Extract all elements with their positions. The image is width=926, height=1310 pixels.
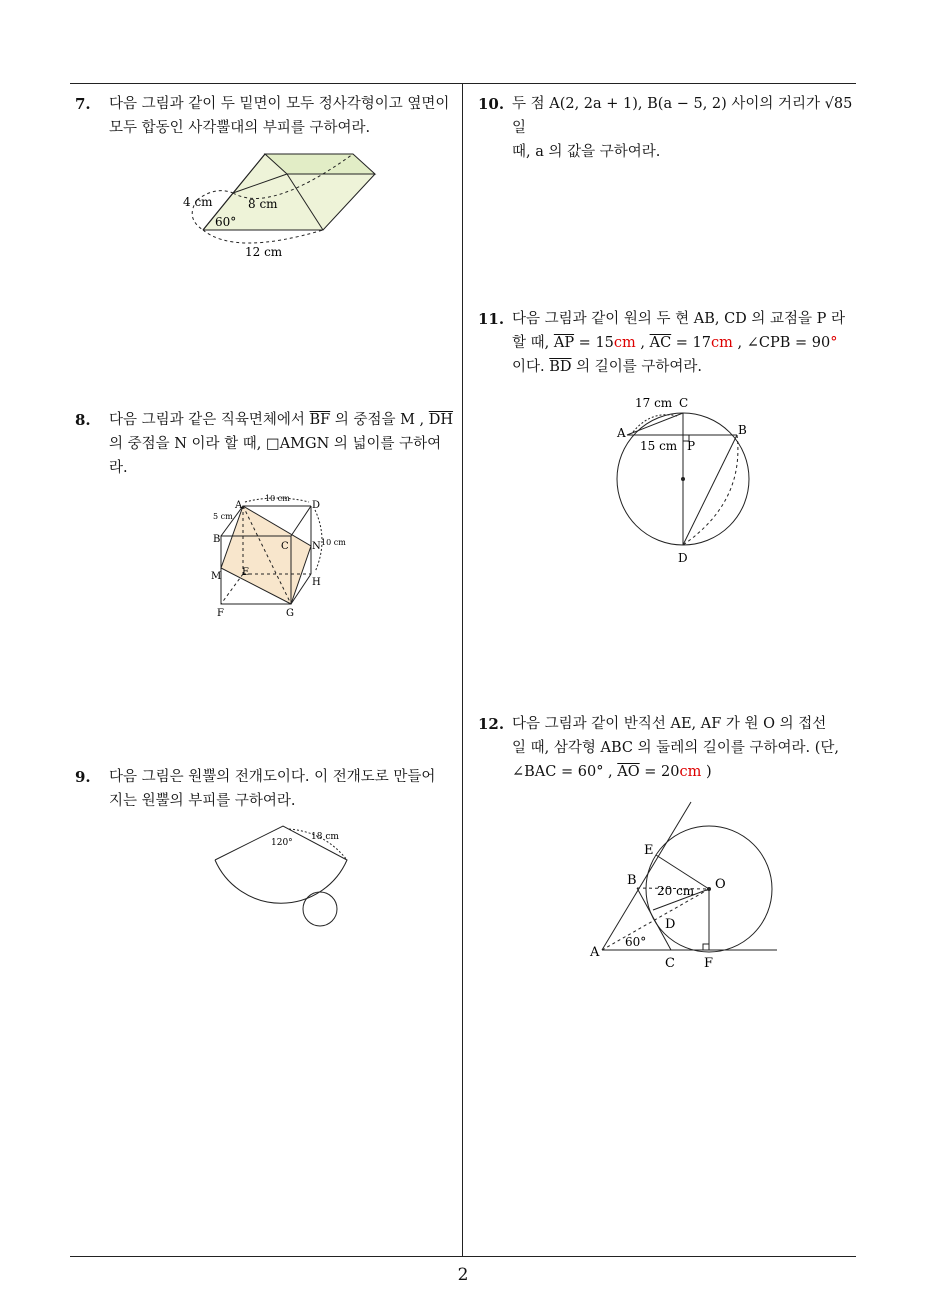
question-9	[75, 765, 460, 813]
label: 15 cm	[640, 439, 678, 453]
label: N	[312, 541, 321, 552]
label: B	[213, 534, 221, 545]
label: 10 cm	[265, 494, 290, 503]
label: E	[644, 843, 654, 858]
label: 12 cm	[245, 245, 283, 259]
label: 5 cm	[213, 512, 233, 521]
question-text-line: 지는 원뿔의 부피를 구하여라.	[109, 793, 296, 809]
label: B	[627, 873, 637, 888]
label: A	[617, 426, 626, 440]
question-text-line: 다음 그림과 같이 원의 두 현 AB, CD 의 교점을 P 라	[512, 311, 846, 327]
label: C	[281, 541, 289, 552]
label: 10 cm	[321, 538, 346, 547]
cuboid-figure	[205, 492, 355, 622]
question-text-line: 두 점 A(2, 2a + 1), B(a − 5, 2) 사이의 거리가 √85 일	[512, 96, 853, 136]
page-number: 2	[457, 1265, 469, 1285]
label: 60°	[215, 215, 237, 229]
label: 17 cm	[635, 396, 673, 410]
question-number: 7.	[75, 95, 91, 113]
label: H	[312, 577, 321, 588]
label: 120°	[271, 838, 293, 848]
question-11	[478, 307, 863, 379]
label: P	[687, 439, 696, 453]
label: D	[312, 500, 321, 511]
question-text-line: 다음 그림은 원뿔의 전개도이다. 이 전개도로 만들어	[109, 769, 436, 785]
label: 18 cm	[311, 832, 339, 842]
label: O	[715, 877, 726, 892]
question-text-line: 다음 그림과 같이 반직선 AE, AF 가 원 O 의 접선	[512, 716, 827, 732]
column-divider	[462, 83, 463, 1256]
bottom-rule	[70, 1256, 856, 1257]
question-number: 11.	[478, 310, 505, 328]
question-text-line: 라.	[109, 460, 128, 476]
label: D	[678, 551, 688, 565]
tangent-circle-figure	[585, 800, 785, 975]
label: B	[738, 423, 747, 437]
cone-net-figure	[205, 820, 355, 932]
question-text-line: 때, a 의 값을 구하여라.	[512, 144, 661, 160]
label: F	[704, 956, 714, 971]
label: M	[211, 571, 222, 582]
label: 4 cm	[183, 195, 213, 209]
question-text-line: 일 때, 삼각형 ABC 의 둘레의 길이를 구하여라. (단,	[512, 740, 839, 756]
question-7	[75, 92, 460, 140]
question-text-line: 이다. $\overline{BD}$ 의 길이를 구하여라.	[512, 359, 703, 375]
question-text-line: 다음 그림과 같이 두 밑면이 모두 정사각형이고 옆면이	[109, 96, 450, 112]
label: A	[235, 500, 243, 511]
label: D	[665, 917, 676, 932]
question-number: 8.	[75, 411, 91, 429]
label: C	[679, 396, 689, 410]
frustum-figure	[175, 148, 385, 266]
label: 8 cm	[248, 197, 278, 211]
question-text-line: 모두 합동인 사각뿔대의 부피를 구하여라.	[109, 120, 371, 136]
circle-chords-figure	[605, 392, 775, 572]
label: F	[217, 608, 224, 619]
label: C	[665, 956, 675, 971]
question-number: 10.	[478, 95, 505, 113]
top-rule	[70, 83, 856, 84]
label: E	[242, 567, 250, 578]
label: G	[286, 608, 294, 619]
question-text-line: ∠BAC = 60° , $\overline{AO} = 20cm$ )	[512, 764, 712, 780]
label: A	[590, 945, 600, 960]
question-number: 12.	[478, 715, 505, 733]
question-number: 9.	[75, 768, 91, 786]
question-8	[75, 408, 460, 480]
question-text-line: 다음 그림과 같은 직육면체에서 $\overline{BF}$ 의 중점을 M , $\overline{DH}$	[109, 412, 454, 428]
question-text-line: 할 때, $\overline{AP} = 15cm$ , $\overline{AC} = 17cm$ , ∠CPB = 90°	[512, 335, 838, 351]
label: 20 cm	[657, 884, 695, 898]
question-12	[478, 712, 863, 784]
label: 60°	[625, 935, 647, 949]
question-10	[478, 92, 863, 164]
question-text-line: 의 중점을 N 이라 할 때, □AMGN 의 넓이를 구하여	[109, 436, 442, 452]
